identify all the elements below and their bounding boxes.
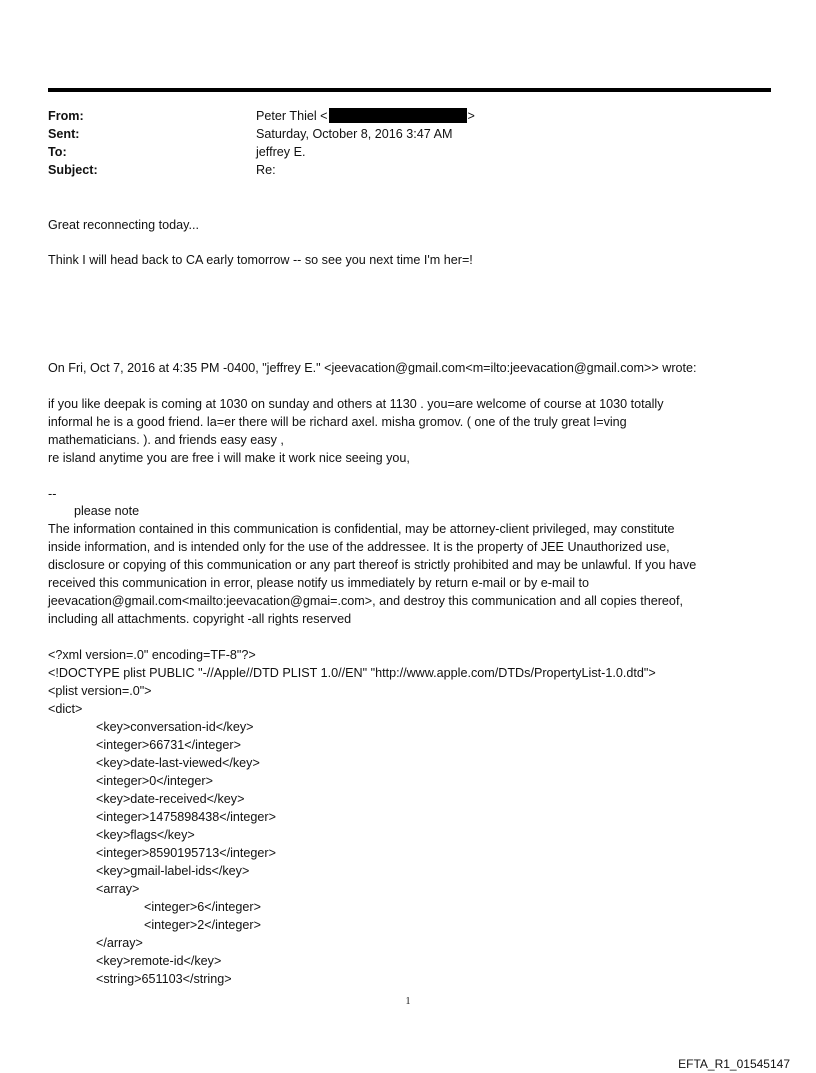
body-line: informal he is a good friend. la=er there will be richard axel. misha gromov. ( one of the truly great l=ving (48, 415, 627, 429)
from-value-post: > (467, 109, 475, 123)
bates-number: EFTA_R1_01545147 (678, 1057, 790, 1071)
disclaimer-line: disclosure or copying of this communication or any part thereof is strictly prohibited and may be unlawful. If you have (48, 558, 697, 572)
disclaimer-line: The information contained in this communication is confidential, may be attorney-client privileged, may constitute (48, 522, 675, 536)
page-number: 1 (405, 996, 411, 1007)
xml-line: <integer>66731</integer> (96, 738, 241, 752)
xml-line: <integer>1475898438</integer> (96, 810, 276, 824)
from-value (256, 107, 475, 125)
body-line: Think I will head back to CA early tomorrow -- so see you next time I'm her=! (48, 253, 473, 267)
from-value-pre: Peter Thiel < (256, 109, 328, 123)
xml-line: <key>date-received</key> (96, 792, 245, 806)
signature-separator: -- (48, 487, 57, 501)
xml-line: <!DOCTYPE plist PUBLIC "-//Apple//DTD PLIST 1.0//EN" "http://www.apple.com/DTDs/PropertyList-1.0.dtd"> (48, 666, 656, 680)
xml-line: <integer>6</integer> (144, 900, 261, 914)
body-line: mathematicians. ). and friends easy easy , (48, 433, 284, 447)
disclaimer-line: jeevacation@gmail.com<mailto:jeevacation@gmai=.com>, and destroy this communication and all copies thereof, (48, 594, 683, 608)
xml-line: <key>flags</key> (96, 828, 195, 842)
xml-line: </array> (96, 936, 143, 950)
subject-label: Subject: (48, 163, 98, 177)
note-heading: please note (74, 504, 140, 518)
body-line: re island anytime you are free i will make it work nice seeing you, (48, 451, 410, 465)
disclaimer-line: including all attachments. copyright -all rights reserved (48, 612, 352, 626)
xml-line: <plist version=.0"> (48, 684, 152, 698)
xml-line: <integer>2</integer> (144, 918, 261, 932)
sent-label: Sent: (48, 127, 80, 141)
xml-line: <key>conversation-id</key> (96, 720, 254, 734)
sent-value: Saturday, October 8, 2016 3:47 AM (256, 127, 453, 141)
redaction-box (329, 108, 467, 123)
subject-value: Re: (256, 163, 276, 177)
body-line: if you like deepak is coming at 1030 on sunday and others at 1130 . you=are welcome of course at 1030 totally (48, 397, 664, 411)
xml-line: <key>date-last-viewed</key> (96, 756, 260, 770)
to-value: jeffrey E. (256, 145, 306, 159)
xml-line: <integer>8590195713</integer> (96, 846, 276, 860)
xml-line: <string>651103</string> (96, 972, 232, 986)
to-label: To: (48, 145, 67, 159)
xml-line: <array> (96, 882, 140, 896)
from-label: From: (48, 109, 84, 123)
xml-line: <?xml version=.0" encoding=TF-8"?> (48, 648, 256, 662)
xml-line: <dict> (48, 702, 83, 716)
body-line: Great reconnecting today... (48, 218, 199, 232)
disclaimer-line: received this communication in error, please notify us immediately by return e-mail or by e-mail to (48, 576, 590, 590)
xml-line: <integer>0</integer> (96, 774, 213, 788)
quote-header-line: On Fri, Oct 7, 2016 at 4:35 PM -0400, "jeffrey E." <jeevacation@gmail.com<m=ilto:jeevacation@gmail.com>> wrote: (48, 361, 697, 375)
xml-line: <key>gmail-label-ids</key> (96, 864, 250, 878)
header-divider (48, 88, 771, 92)
xml-line: <key>remote-id</key> (96, 954, 222, 968)
disclaimer-line: inside information, and is intended only for the use of the addressee. It is the property of JEE Unauthorized use, (48, 540, 670, 554)
